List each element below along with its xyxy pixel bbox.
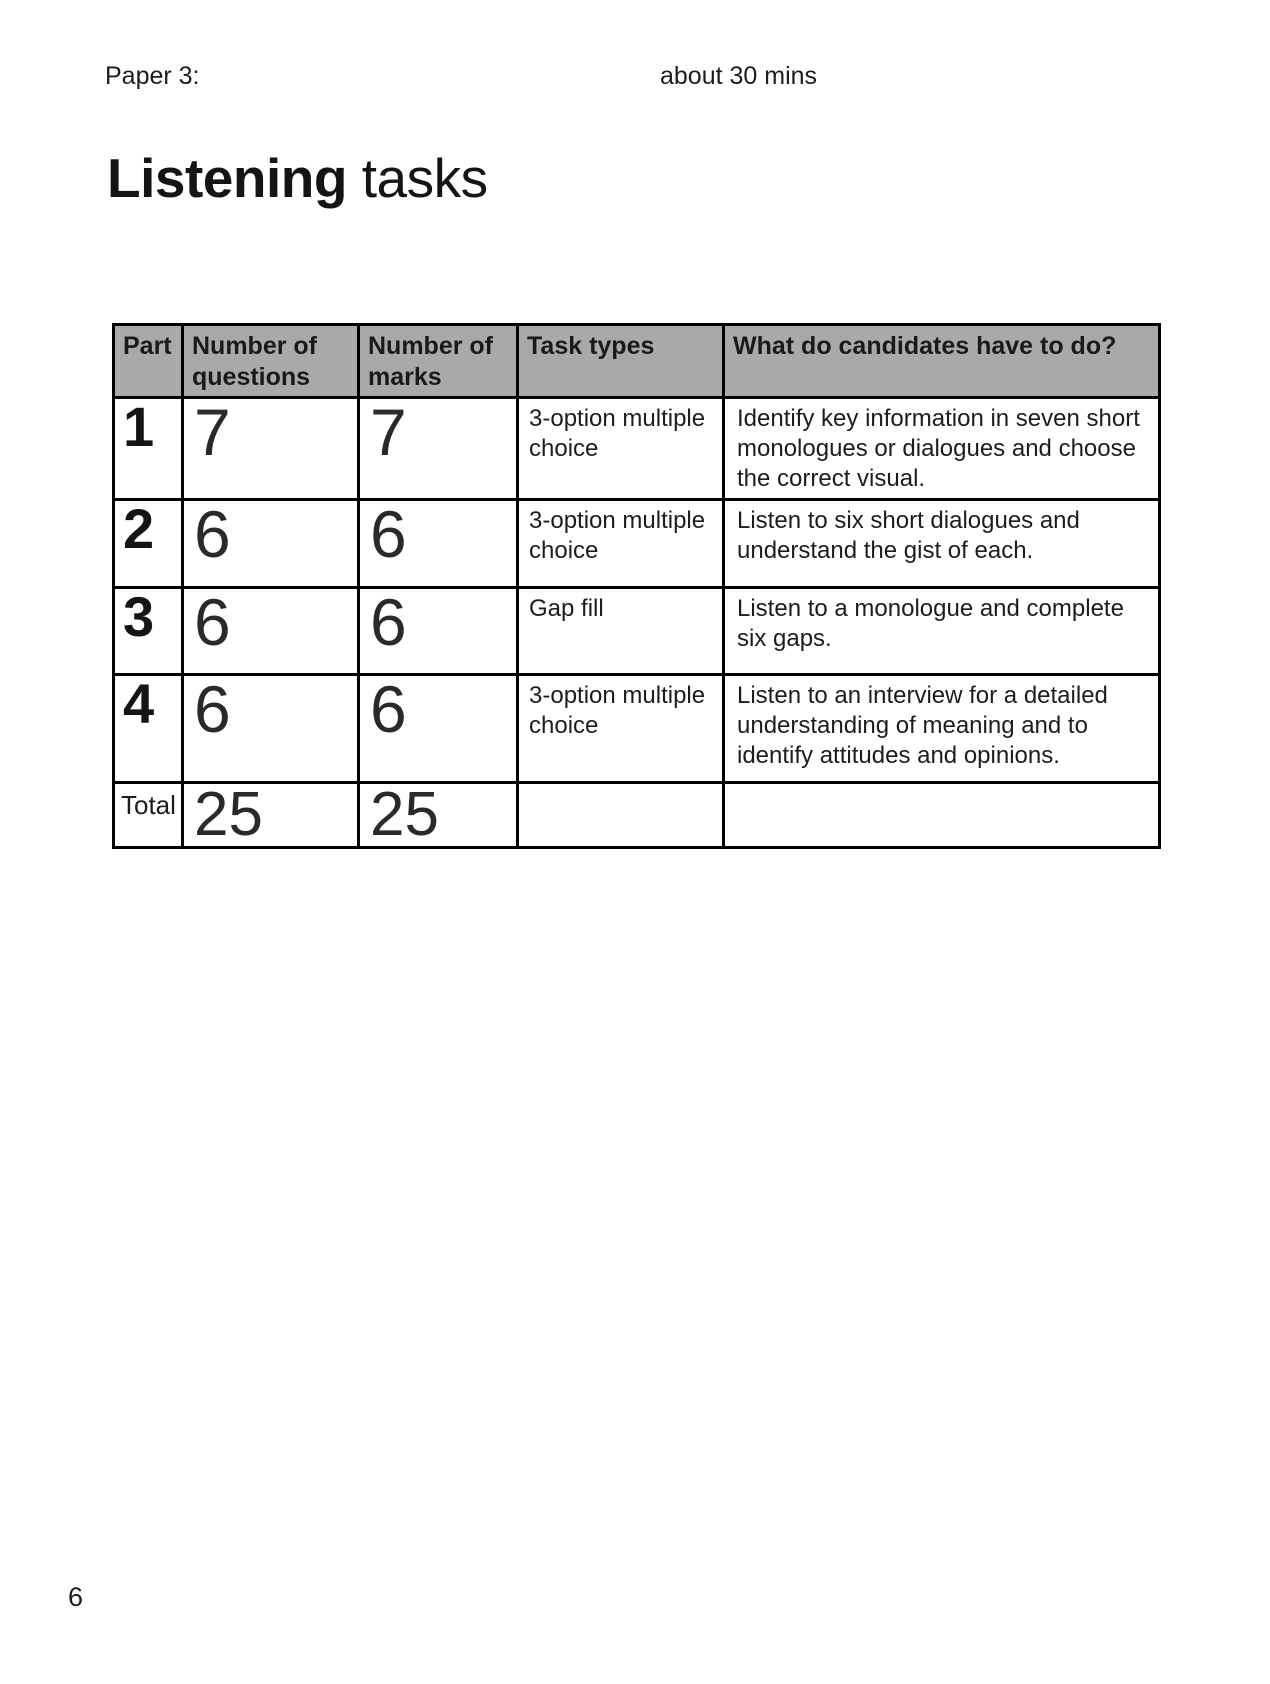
part-number: 2 [114,500,183,588]
total-marks: 25 [359,783,518,848]
questions-count: 6 [183,588,359,675]
task-type: 3-option multiple choice [518,398,724,500]
table-row-part-1 [114,398,1160,500]
page-title-bold: Listening [107,147,347,209]
duration-label: about 30 mins [660,62,818,90]
task-type: 3-option multiple choice [518,500,724,588]
task-type: Gap fill [518,588,724,675]
total-label: Total [114,783,183,848]
marks-count: 6 [359,588,518,675]
page-title [107,146,488,210]
questions-count: 7 [183,398,359,500]
questions-count: 6 [183,500,359,588]
table-row-part-3 [114,588,1160,675]
task-description: Listen to an interview for a detailed understanding of meaning and to identify attitudes and opinions. [724,675,1160,783]
page-number: 6 [68,1582,84,1612]
paper-label: Paper 3: [105,62,200,90]
table-row-part-4 [114,675,1160,783]
part-number: 3 [114,588,183,675]
task-type: 3-option multiple choice [518,675,724,783]
task-description: Listen to a monologue and complete six gaps. [724,588,1160,675]
table-row-total [114,783,1160,848]
total-questions: 25 [183,783,359,848]
table-header-row [114,325,1160,398]
column-header-questions: Number of questions [183,325,359,398]
listening-tasks-table [112,323,1161,849]
total-description-empty [724,783,1160,848]
task-description: Listen to six short dialogues and understand the gist of each. [724,500,1160,588]
marks-count: 6 [359,500,518,588]
column-header-task-types: Task types [518,325,724,398]
page-title-regular: tasks [346,147,488,209]
part-number: 1 [114,398,183,500]
column-header-what-candidates-do: What do candidates have to do? [724,325,1160,398]
marks-count: 6 [359,675,518,783]
task-description: Identify key information in seven short monologues or dialogues and choose the correct visual. [724,398,1160,500]
part-number: 4 [114,675,183,783]
table-row-part-2 [114,500,1160,588]
column-header-part: Part [114,325,183,398]
total-task-type-empty [518,783,724,848]
column-header-marks: Number of marks [359,325,518,398]
questions-count: 6 [183,675,359,783]
marks-count: 7 [359,398,518,500]
